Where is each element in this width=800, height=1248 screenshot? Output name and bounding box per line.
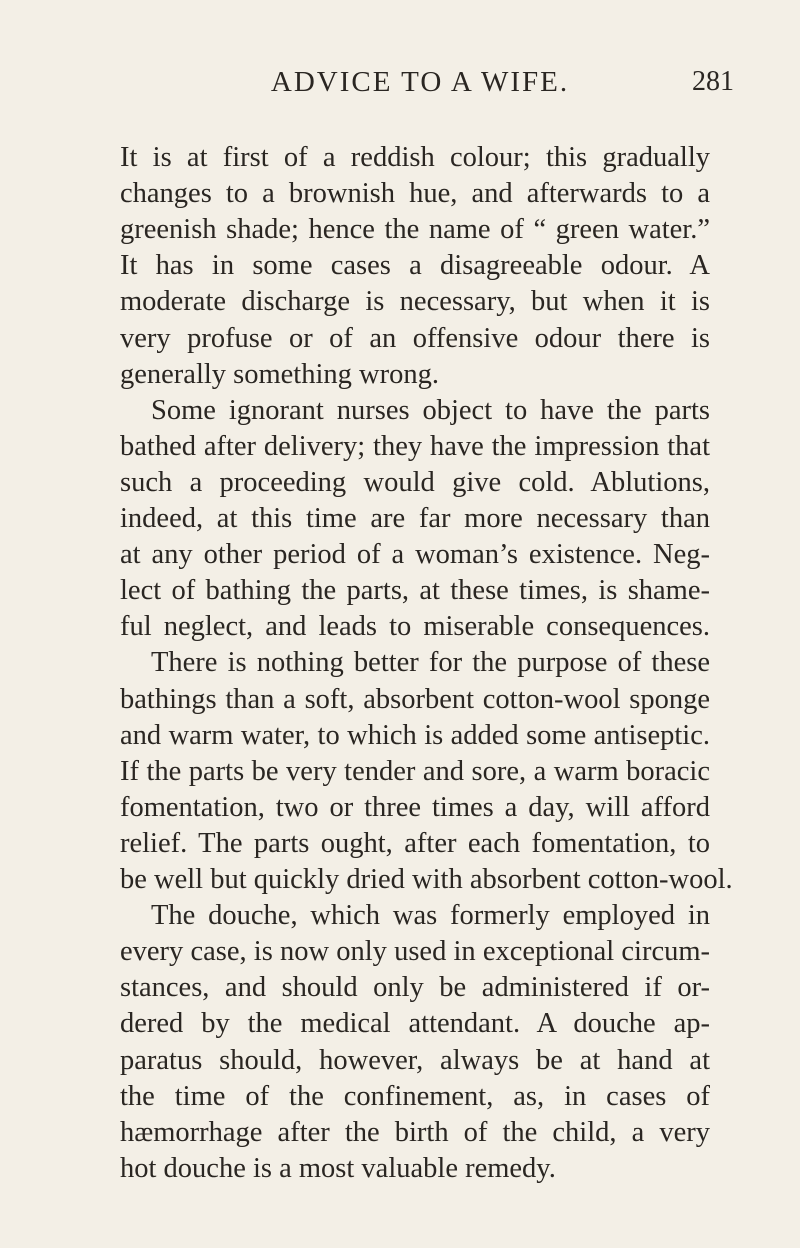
text-line: every case, is now only used in exceptional circum-	[120, 936, 710, 968]
text-line: generally something wrong.	[120, 358, 439, 390]
text-line: bathings than a soft, absorbent cotton-wool sponge	[120, 683, 710, 715]
text-line: lect of bathing the parts, at these times, is shame-	[120, 575, 710, 607]
text-line: be well but quickly dried with absorbent cotton-wool.	[120, 864, 733, 895]
text-line: bathed after delivery; they have the impression that	[120, 430, 710, 462]
text-line: relief. The parts ought, after each fomentation, to	[120, 827, 710, 859]
text-line: stances, and should only be administered if or-	[120, 972, 710, 1004]
text-line: Some ignorant nurses object to have the parts	[151, 394, 710, 426]
text-line: such a proceeding would give cold. Ablutions,	[120, 466, 710, 498]
text-line: indeed, at this time are far more necessary than	[120, 503, 710, 534]
text-line: The douche, which was formerly employed in	[151, 900, 710, 932]
text-line: It has in some cases a disagreeable odour. A	[120, 250, 710, 282]
text-line: the time of the confinement, as, in cases of	[120, 1080, 710, 1112]
text-line: hæmorrhage after the birth of the child, a very	[120, 1116, 710, 1148]
text-line: and warm water, to which is added some antiseptic.	[120, 719, 710, 751]
text-line: paratus should, however, always be at hand at	[120, 1044, 710, 1076]
text-line: moderate discharge is necessary, but when it is	[120, 286, 710, 318]
running-title: ADVICE TO A WIFE.	[270, 66, 570, 98]
text-line: greenish shade; hence the name of “ green water.”	[120, 214, 710, 246]
text-line: fomentation, two or three times a day, will afford	[120, 791, 710, 823]
text-line: It is at first of a reddish colour; this gradually	[120, 142, 710, 173]
text-line: dered by the medical attendant. A douche ap-	[120, 1008, 710, 1040]
text-line: If the parts be very tender and sore, a warm boracic	[120, 755, 710, 787]
text-line: hot douche is a most valuable remedy.	[120, 1152, 556, 1184]
page-number: 281	[692, 66, 734, 97]
text-line: ful neglect, and leads to miserable consequences.	[120, 611, 710, 643]
text-line: There is nothing better for the purpose of these	[151, 647, 710, 679]
text-line: very profuse or of an offensive odour there is	[120, 322, 710, 354]
text-line: at any other period of a woman’s existence. Neg-	[120, 539, 710, 571]
text-line: changes to a brownish hue, and afterwards to a	[120, 178, 710, 210]
